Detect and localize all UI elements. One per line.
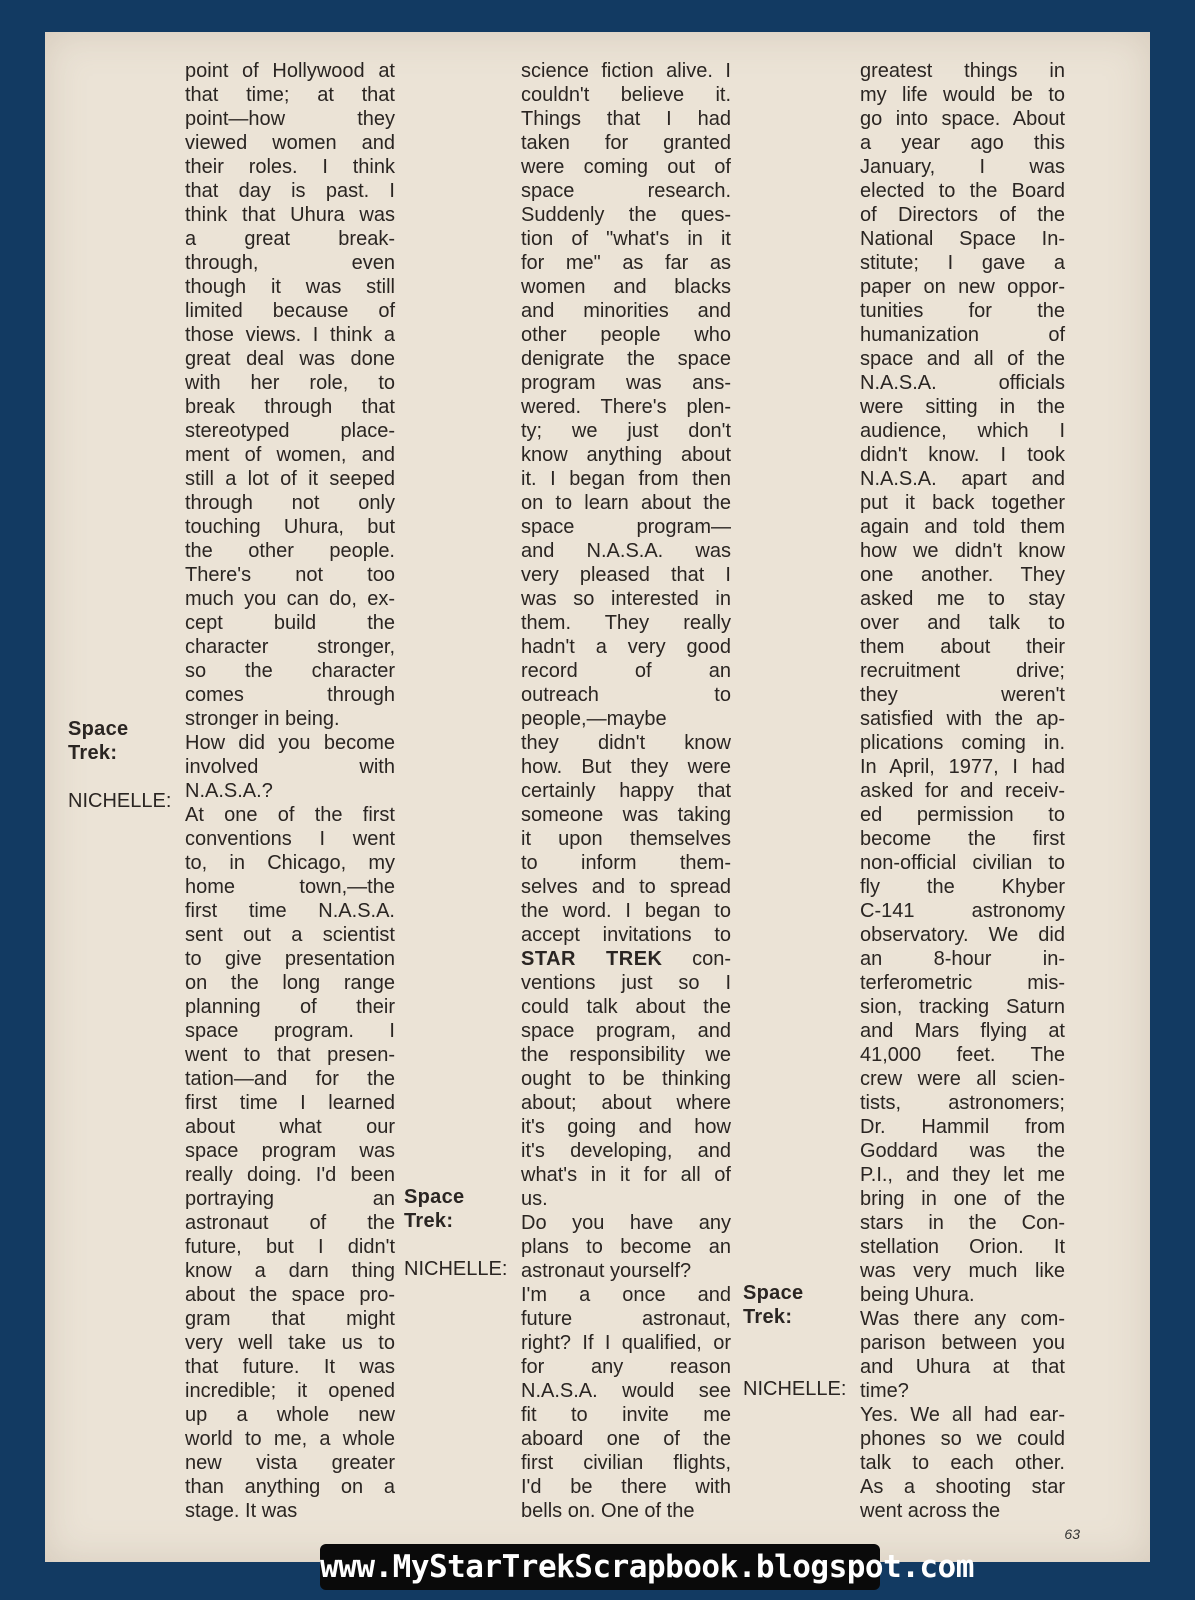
watermark-banner: www.MyStarTrekScrapbook.blogspot.com: [320, 1544, 880, 1590]
text-line: parison between you: [860, 1332, 1065, 1354]
text-line: STAR TREK con-: [521, 948, 731, 970]
text-line: program was ans-: [521, 372, 731, 394]
text-line: bring in one of the: [860, 1188, 1065, 1210]
text-line: stereotyped place-: [185, 420, 395, 442]
text-line: elected to the Board: [860, 180, 1065, 202]
text-line: space and all of the: [860, 348, 1065, 370]
text-line: up a whole new: [185, 1404, 395, 1426]
text-line: went across the: [860, 1500, 1001, 1522]
text-line: a great break-: [185, 228, 395, 250]
text-line: observatory. We did: [860, 924, 1065, 946]
text-line: plications coming in.: [860, 732, 1065, 754]
text-line: ed permission to: [860, 804, 1065, 826]
text-line: was so interested in: [521, 588, 731, 610]
text-line: time?: [860, 1380, 909, 1402]
text-line: space program—: [521, 516, 731, 538]
text-line: they weren't: [860, 684, 1065, 706]
text-line: people,—maybe: [521, 708, 667, 730]
text-line: future, but I didn't: [185, 1236, 395, 1258]
text-line: accept invitations to: [521, 924, 731, 946]
text-line: become the first: [860, 828, 1065, 850]
text-line: limited because of: [185, 300, 395, 322]
text-line: talk to each other.: [860, 1452, 1065, 1474]
text-line: tion of "what's in it: [521, 228, 731, 250]
text-line: that day is past. I: [185, 180, 395, 202]
text-line: space research.: [521, 180, 731, 202]
text-line: N.A.S.A. officials: [860, 372, 1065, 394]
text-line: over and talk to: [860, 612, 1065, 634]
text-line: outreach to: [521, 684, 731, 706]
text-line: again and told them: [860, 516, 1065, 538]
text-line: recruitment drive;: [860, 660, 1065, 682]
text-line: through, even: [185, 252, 395, 274]
text-line: was very much like: [860, 1260, 1065, 1282]
text-line: future astronaut,: [521, 1308, 731, 1330]
text-line: and Uhura at that: [860, 1356, 1065, 1378]
text-line: world to me, a whole: [185, 1428, 395, 1450]
text-line: they didn't know: [521, 732, 731, 754]
magazine-page: [45, 32, 1150, 1562]
text-line: character stronger,: [185, 636, 395, 658]
text-line: for me" as far as: [521, 252, 731, 274]
text-line: know anything about: [521, 444, 731, 466]
text-line: with her role, to: [185, 372, 395, 394]
text-line: ment of women, and: [185, 444, 395, 466]
text-line: P.I., and they let me: [860, 1164, 1065, 1186]
text-line: Goddard was the: [860, 1140, 1065, 1162]
text-line: wered. There's plen-: [521, 396, 731, 418]
text-line: asked for and receiv-: [860, 780, 1065, 802]
text-line: aboard one of the: [521, 1428, 731, 1450]
text-line: right? If I qualified, or: [521, 1332, 731, 1354]
text-line: one another. They: [860, 564, 1065, 586]
text-line: cept build the: [185, 612, 395, 634]
text-line: stellation Orion. It: [860, 1236, 1065, 1258]
text-line: home town,—the: [185, 876, 395, 898]
text-line: it's developing, and: [521, 1140, 731, 1162]
text-line: comes through: [185, 684, 395, 706]
text-line: were sitting in the: [860, 396, 1065, 418]
text-line: much you can do, ex-: [185, 588, 395, 610]
text-line: non-official civilian to: [860, 852, 1065, 874]
text-line: How did you become: [185, 732, 395, 754]
text-line: the word. I began to: [521, 900, 731, 922]
text-line: astronaut yourself?: [521, 1260, 692, 1282]
text-line: There's not too: [185, 564, 395, 586]
column-3: [860, 59, 1065, 1523]
text-line: sent out a scientist: [185, 924, 395, 946]
text-line: of Directors of the: [860, 204, 1065, 226]
text-line: sion, tracking Saturn: [860, 996, 1065, 1018]
text-line: an 8-hour in-: [860, 948, 1065, 970]
text-line: Suddenly the ques-: [521, 204, 731, 226]
text-line: tation—and for the: [185, 1068, 395, 1090]
text-line: about the space pro-: [185, 1284, 395, 1306]
text-line: C-141 astronomy: [860, 900, 1065, 922]
text-line: point—how they: [185, 108, 395, 130]
text-line: National Space In-: [860, 228, 1065, 250]
text-line: someone was taking: [521, 804, 731, 826]
text-line: record of an: [521, 660, 731, 682]
text-line: tists, astronomers;: [860, 1092, 1065, 1114]
speaker-label-space-trek: [68, 717, 128, 765]
text-line: involved with: [185, 756, 395, 778]
text-line: break through that: [185, 396, 395, 418]
text-line: At one of the first: [185, 804, 395, 826]
text-line: so the character: [185, 660, 395, 682]
text-line: bells on. One of the: [521, 1500, 695, 1522]
text-line: go into space. About: [860, 108, 1065, 130]
text-line: how. But they were: [521, 756, 731, 778]
text-line: terferometric mis-: [860, 972, 1065, 994]
text-line: astronaut of the: [185, 1212, 395, 1234]
text-line: were coming out of: [521, 156, 731, 178]
text-line: it's going and how: [521, 1116, 731, 1138]
text-line: N.A.S.A.?: [185, 780, 273, 802]
text-line: went to that presen-: [185, 1044, 395, 1066]
text-line: through not only: [185, 492, 395, 514]
text-line: I'd be there with: [521, 1476, 731, 1498]
text-line: still a lot of it seeped: [185, 468, 395, 490]
text-line: point of Hollywood at: [185, 60, 395, 82]
text-line: put it back together: [860, 492, 1065, 514]
text-line: women and blacks: [521, 276, 731, 298]
text-line: and N.A.S.A. was: [521, 540, 731, 562]
text-line: though it was still: [185, 276, 395, 298]
text-line: hadn't a very good: [521, 636, 731, 658]
text-line: to, in Chicago, my: [185, 852, 395, 874]
text-line: other people who: [521, 324, 731, 346]
text-line: satisfied with the ap-: [860, 708, 1065, 730]
text-line: them about their: [860, 636, 1065, 658]
text-line: the responsibility we: [521, 1044, 731, 1066]
text-line: ty; we just don't: [521, 420, 731, 442]
text-line: really doing. I'd been: [185, 1164, 395, 1186]
text-line: As a shooting star: [860, 1476, 1065, 1498]
text-line: a year ago this: [860, 132, 1065, 154]
text-line: and Mars flying at: [860, 1020, 1065, 1042]
text-line: for any reason: [521, 1356, 731, 1378]
text-line: audience, which I: [860, 420, 1065, 442]
text-line: how we didn't know: [860, 540, 1065, 562]
text-line: us.: [521, 1188, 548, 1210]
text-line: greatest things in: [860, 60, 1065, 82]
text-line: fly the Khyber: [860, 876, 1065, 898]
speaker-label-part: Space: [68, 718, 129, 740]
text-line: portraying an: [185, 1188, 395, 1210]
text-line: taken for granted: [521, 132, 731, 154]
show-title: STAR TREK: [521, 948, 663, 970]
text-line: science fiction alive. I: [521, 60, 731, 82]
text-line: space program, and: [521, 1020, 731, 1042]
text-line: I'm a once and: [521, 1284, 731, 1306]
text-line: Do you have any: [521, 1212, 731, 1234]
speaker-label-nichelle: NICHELLE:: [404, 1258, 508, 1280]
text-line: paper on new oppor-: [860, 276, 1065, 298]
text-line: ought to be thinking: [521, 1068, 731, 1090]
column-2: [521, 59, 731, 1523]
text-line: think that Uhura was: [185, 204, 395, 226]
text-line: space program. I: [185, 1020, 395, 1042]
text-line: Was there any com-: [860, 1308, 1065, 1330]
text-line: planning of their: [185, 996, 395, 1018]
text-line: that future. It was: [185, 1356, 395, 1378]
text-line: didn't know. I took: [860, 444, 1065, 466]
speaker-label-nichelle: NICHELLE:: [743, 1378, 847, 1400]
text-line: space program was: [185, 1140, 395, 1162]
text-line: fit to invite me: [521, 1404, 731, 1426]
column-1: [185, 59, 395, 1523]
text-line: plans to become an: [521, 1236, 731, 1258]
text-line: incredible; it opened: [185, 1380, 395, 1402]
text-line: them. They really: [521, 612, 731, 634]
text-line: very pleased that I: [521, 564, 731, 586]
text-line: humanization of: [860, 324, 1065, 346]
text-line: N.A.S.A. apart and: [860, 468, 1065, 490]
text-line: to give presentation: [185, 948, 395, 970]
text-line: first time N.A.S.A.: [185, 900, 395, 922]
text-line: new vista greater: [185, 1452, 395, 1474]
text-line: Things that I had: [521, 108, 731, 130]
text-line: first civilian flights,: [521, 1452, 731, 1474]
text-line: denigrate the space: [521, 348, 731, 370]
text-line: stage. It was: [185, 1500, 298, 1522]
speaker-label-part: Trek:: [404, 1210, 454, 1232]
text-line: it. I began from then: [521, 468, 731, 490]
text-line: great deal was done: [185, 348, 395, 370]
text-line: on the long range: [185, 972, 395, 994]
text-line: Yes. We all had ear-: [860, 1404, 1065, 1426]
text-line: stronger in being.: [185, 708, 340, 730]
speaker-label-part: Trek:: [743, 1306, 793, 1328]
text-line: first time I learned: [185, 1092, 395, 1114]
text-line: selves and to spread: [521, 876, 731, 898]
text-line: those views. I think a: [185, 324, 395, 346]
speaker-label-part: Space: [404, 1186, 465, 1208]
speaker-label-nichelle: NICHELLE:: [68, 790, 172, 812]
text-line: that time; at that: [185, 84, 395, 106]
text-line: Dr. Hammil from: [860, 1116, 1065, 1138]
text-line: touching Uhura, but: [185, 516, 395, 538]
text-line: could talk about the: [521, 996, 731, 1018]
text-line: certainly happy that: [521, 780, 731, 802]
text-line: ventions just so I: [521, 972, 731, 994]
speaker-label-space-trek: [404, 1185, 464, 1233]
text-line: being Uhura.: [860, 1284, 975, 1306]
text-line: conventions I went: [185, 828, 395, 850]
text-line: N.A.S.A. would see: [521, 1380, 731, 1402]
text-line: stitute; I gave a: [860, 252, 1065, 274]
text-line: phones so we could: [860, 1428, 1065, 1450]
text-line: stars in the Con-: [860, 1212, 1065, 1234]
text-line: it upon themselves: [521, 828, 731, 850]
speaker-label-part: Space: [743, 1282, 804, 1304]
text-line: my life would be to: [860, 84, 1065, 106]
speaker-label-part: Trek:: [68, 742, 118, 764]
text-line: 41,000 feet. The: [860, 1044, 1065, 1066]
text-line: January, I was: [860, 156, 1065, 178]
text-line: about; about where: [521, 1092, 731, 1114]
text-line: couldn't believe it.: [521, 84, 731, 106]
text-line: and minorities and: [521, 300, 731, 322]
text-line: In April, 1977, I had: [860, 756, 1065, 778]
text-line: on to learn about the: [521, 492, 731, 514]
text-line: to inform them-: [521, 852, 731, 874]
speaker-label-space-trek: [743, 1281, 803, 1329]
text-line: their roles. I think: [185, 156, 395, 178]
text-line: know a darn thing: [185, 1260, 395, 1282]
text-line: tunities for the: [860, 300, 1065, 322]
text-line: crew were all scien-: [860, 1068, 1065, 1090]
text-line: very well take us to: [185, 1332, 395, 1354]
text-line: the other people.: [185, 540, 395, 562]
text-line: about what our: [185, 1116, 395, 1138]
text-line: than anything on a: [185, 1476, 395, 1498]
text-line: gram that might: [185, 1308, 395, 1330]
text-line: what's in it for all of: [521, 1164, 731, 1186]
page-number: 63: [1064, 1526, 1080, 1542]
text-line: asked me to stay: [860, 588, 1065, 610]
text-line: viewed women and: [185, 132, 395, 154]
